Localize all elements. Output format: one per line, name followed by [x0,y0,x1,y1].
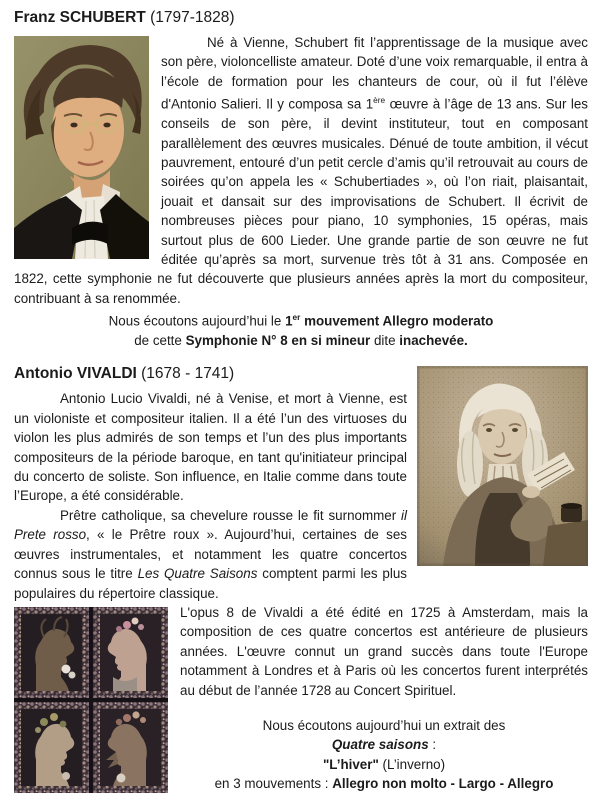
schubert-section [14,8,588,350]
schubert-paragraph: Né à Vienne, Schubert fit l’apprentissage de la musique avec son père, violoncelliste amateur. Doté d’une voix remarquable, il entra à l’école de formation pour les chanteurs de cour, où il fut l’élève d'Antonio Salieri. Il y composa sa 1ère œuvre à l’âge de 13 ans. Sur les conseils de son père, il devint instituteur, tout en composant parallèlement des œuvres musicales. Dénué de toute ambition, il vécut pauvrement, entouré d’un petit cercle d’amis qu’il retrouvait au cours de soirées qu’on appela les « Schubertiades », où l’on riait, plaisantait, jouait et dansait sur des improvisations de Schubert. Il écrivit de nombreuses pièces pour piano, 10 symphonies, 15 opéras, mais surtout plus de 600 Lieder. Une grande partie de son œuvre ne fut éditée qu’après sa mort, survenue très tôt à 31 ans. Composée en 1822, cette symphonie ne fut découverte que plusieurs années après la mort du compositeur, contribuant à sa renommée. [14,35,588,306]
schubert-heading: Franz SCHUBERT (1797-1828) [14,9,235,26]
vivaldi-listen-line-1: Nous écoutons aujourd’hui un extrait des [262,717,506,733]
schubert-portrait-image [14,36,149,259]
vivaldi-listen-line-2: Quatre saisons : [331,737,437,753]
schubert-listen-line-1: Nous écoutons aujourd’hui le 1er mouvement Allegro moderato [108,312,494,329]
vivaldi-heading: Antonio VIVALDI (1678 - 1741) [14,365,235,383]
vivaldi-paragraph-2: Prêtre catholique, sa chevelure rousse le fit surnommer il Prete rosso, « le Prêtre roux ». Aujourd’hui, certaines de ses œuvres instrumentales, et notamment les quatre concertos connus sous le titre Les Quatre Saisons comptent parmi les plus populaires du répertoire classique. [14,507,407,601]
vivaldi-engraving-illustration [417,366,588,566]
four-seasons-image [14,607,168,793]
vivaldi-portrait-image [417,366,588,566]
schubert-portrait-illustration [14,36,149,259]
vivaldi-listen-line-3: "L’hiver" (L’inverno) [322,756,446,772]
vivaldi-section [14,364,588,793]
vivaldi-listen-line-4: en 3 mouvements : Allegro non molto - Largo - Allegro [214,776,554,792]
schubert-listen-line-2: de cette Symphonie N° 8 en si mineur dite inachevée. [134,333,468,349]
vivaldi-paragraph-3: L'opus 8 de Vivaldi a été édité en 1725 à Amsterdam, mais la composition de ces quatre concertos est antérieure de plusieurs années. L'œuvre connut un grand succès dans toute l'Europe notamment à Londres et à Paris où les concertos furent interprétés au début de l’année 1728 au Concert Spirituel. [180,604,588,698]
vivaldi-paragraph-1: Antonio Lucio Vivaldi, né à Venise, et mort à Vienne, est un violoniste et compositeur italien. Il a été l’un des virtuoses du violon les plus admirés de son temps et l’un des plus importants compositeurs de la période baroque, en tant qu'initiateur principal du concerto de soliste. Son influence, en Italie comme dans toute l’Europe, a été considérable. [14,391,407,504]
four-seasons-illustration [14,607,168,793]
